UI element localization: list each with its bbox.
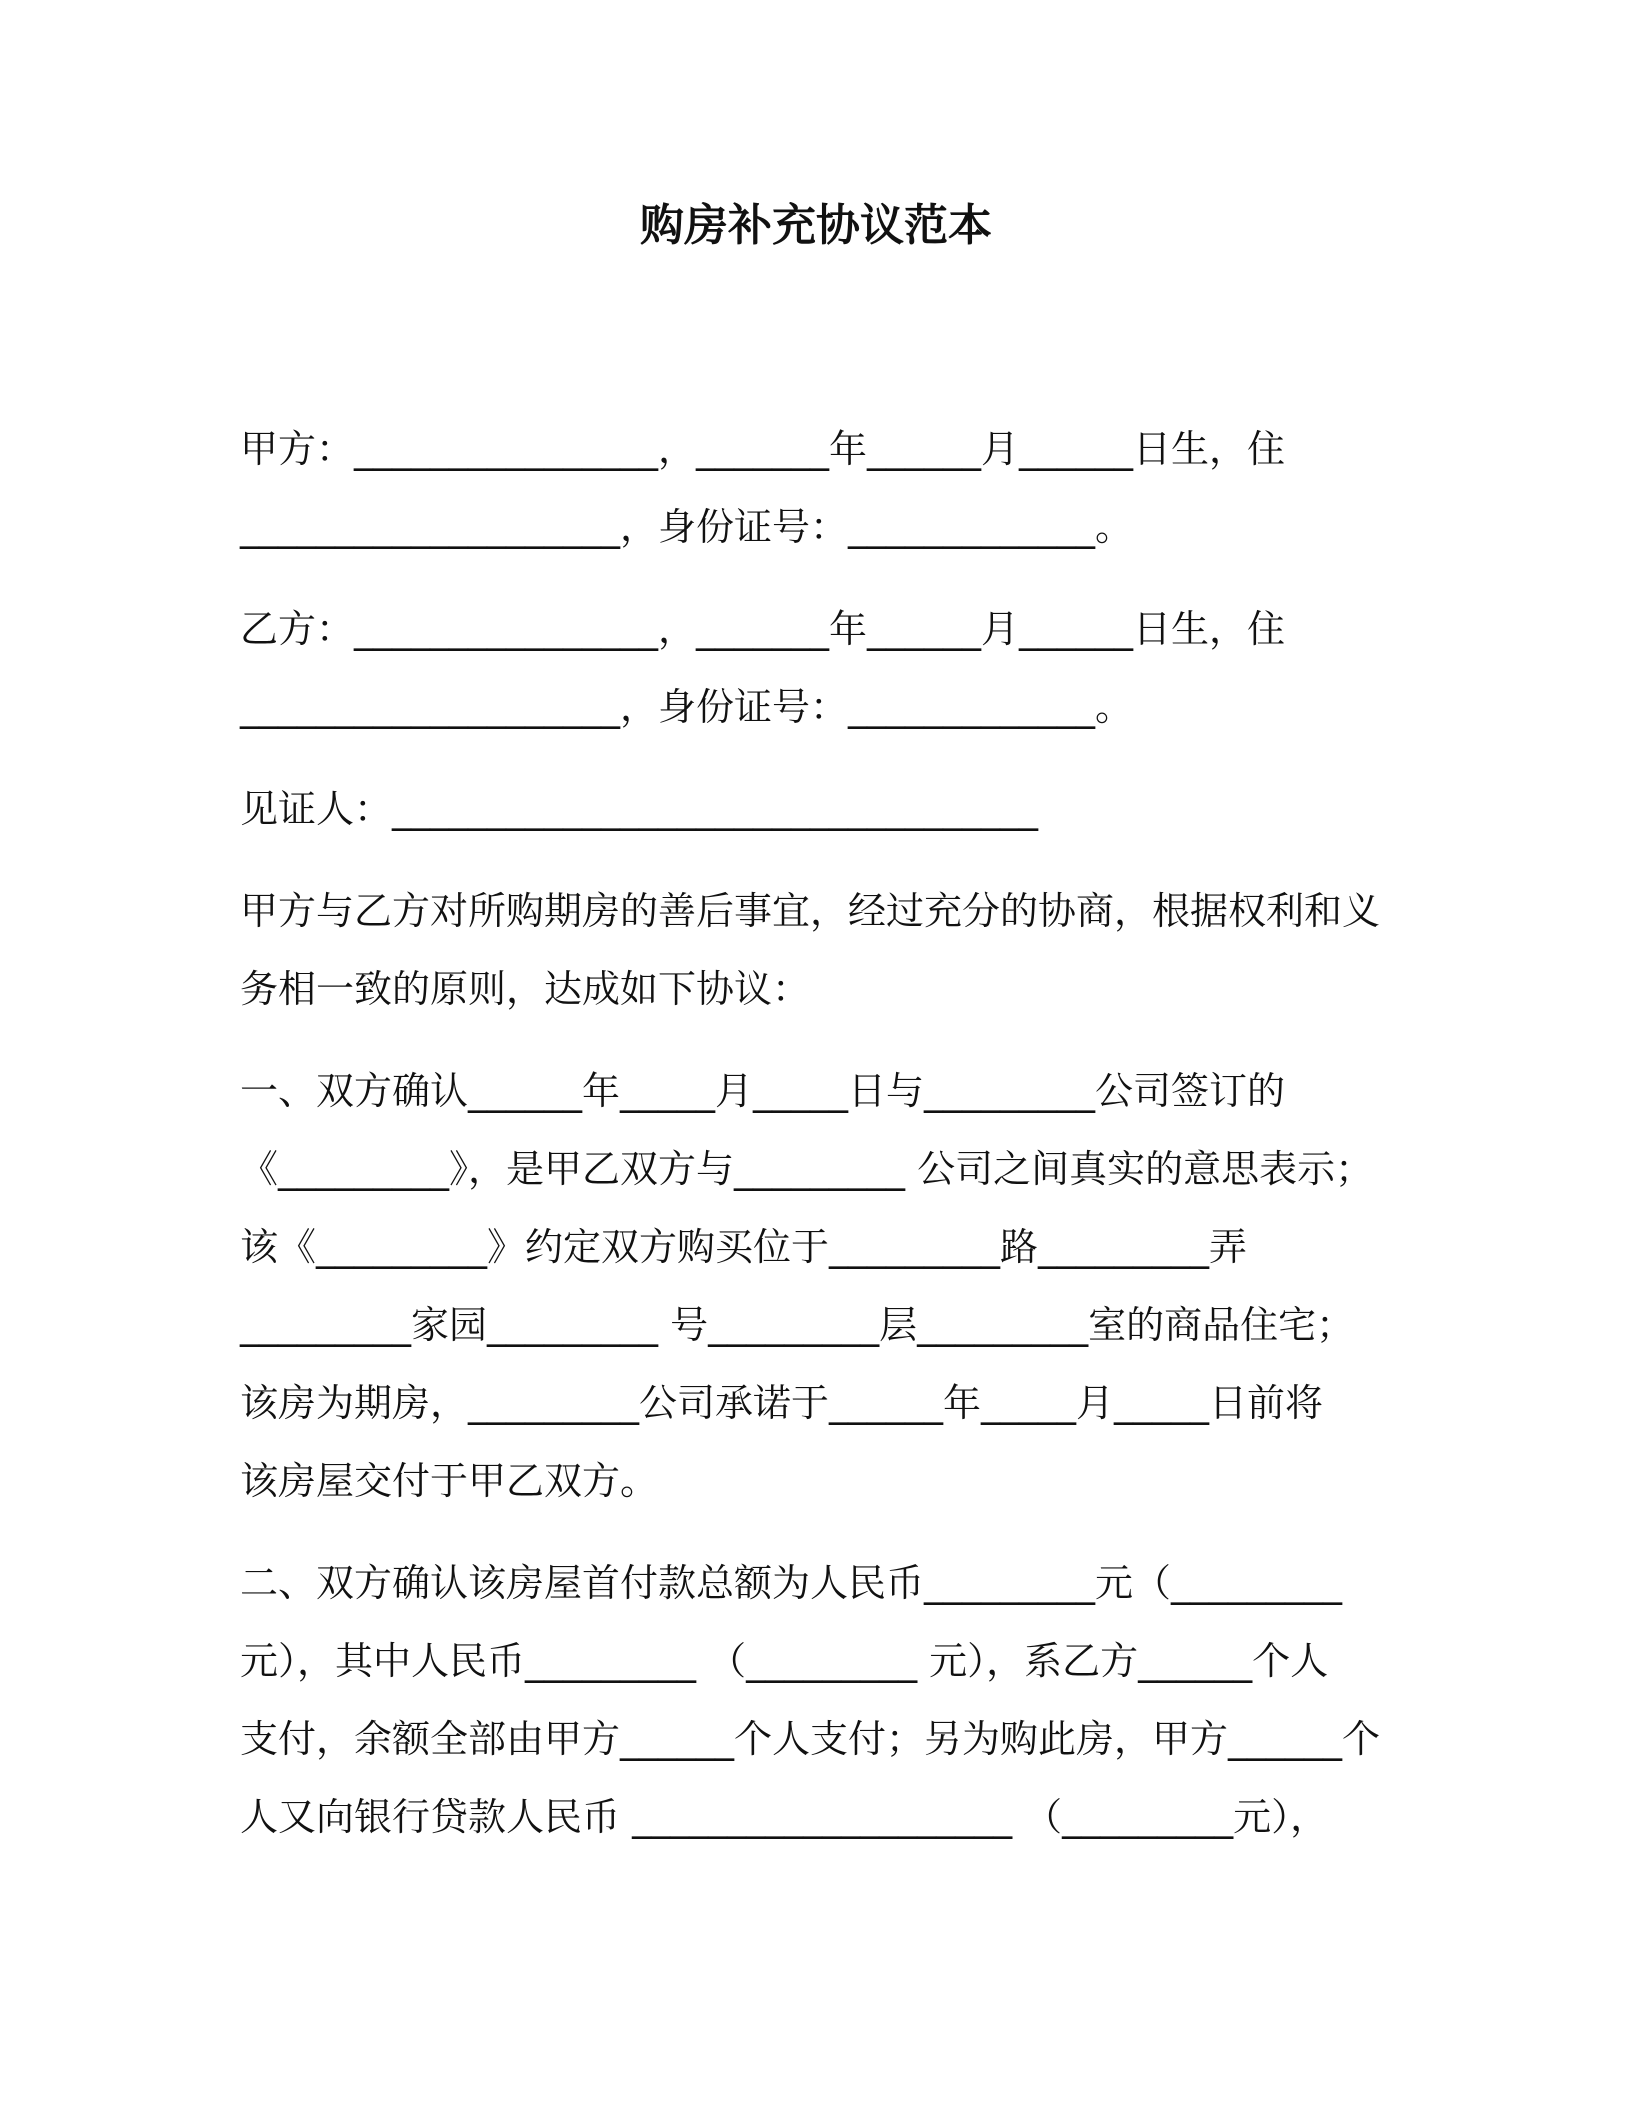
party-b-line-1: 乙方：________________，_______年______月______日生，住 bbox=[240, 607, 1286, 651]
paragraph-gap bbox=[240, 1520, 1440, 1544]
clause-1-line-2: 《_________》，是甲乙双方与_________ 公司之间真实的意思表示； bbox=[240, 1147, 1374, 1191]
clause-1-line-6: 该房屋交付于甲乙双方。 bbox=[240, 1459, 659, 1503]
paragraph-gap bbox=[240, 566, 1440, 590]
document-body bbox=[240, 410, 1440, 1856]
clause-2-line-1: 二、双方确认该房屋首付款总额为人民币_________元（_________ bbox=[240, 1561, 1343, 1605]
clause-2-line-3: 支付，余额全部由甲方______个人支付；另为购此房，甲方______个 bbox=[240, 1717, 1381, 1761]
clause-1-line-4: _________家园_________ 号_________层_________室的商品住宅； bbox=[240, 1303, 1355, 1347]
paragraph-gap bbox=[240, 1028, 1440, 1052]
clause-2-line-2: 元），其中人民币_________ （_________ 元），系乙方______个人 bbox=[240, 1639, 1329, 1683]
document-title: 购房补充协议范本 bbox=[640, 200, 992, 251]
witness-line: 见证人：__________________________________ bbox=[240, 787, 1039, 831]
preamble-line-1: 甲方与乙方对所购期房的善后事宜，经过充分的协商，根据权利和义 bbox=[240, 889, 1381, 933]
clause-1-line-5: 该房为期房，_________公司承诺于______年_____月_____日前将 bbox=[240, 1381, 1324, 1425]
clause-1-line-1: 一、双方确认______年_____月_____日与_________公司签订的 bbox=[240, 1069, 1286, 1113]
clause-2-line-4: 人又向银行贷款人民币 ____________________ （_________元）， bbox=[240, 1795, 1329, 1839]
paragraph-gap bbox=[240, 746, 1440, 770]
party-b-line-2: ____________________，身份证号：_____________。 bbox=[240, 685, 1134, 729]
clause-1-line-3: 该《_________》约定双方购买位于_________路_________弄 bbox=[240, 1225, 1248, 1269]
party-a-line-2: ____________________，身份证号：_____________。 bbox=[240, 505, 1134, 549]
party-a-line-1: 甲方：________________，_______年______月______日生，住 bbox=[240, 427, 1286, 471]
paragraph-gap bbox=[240, 848, 1440, 872]
preamble-line-2: 务相一致的原则，达成如下协议： bbox=[240, 967, 811, 1011]
